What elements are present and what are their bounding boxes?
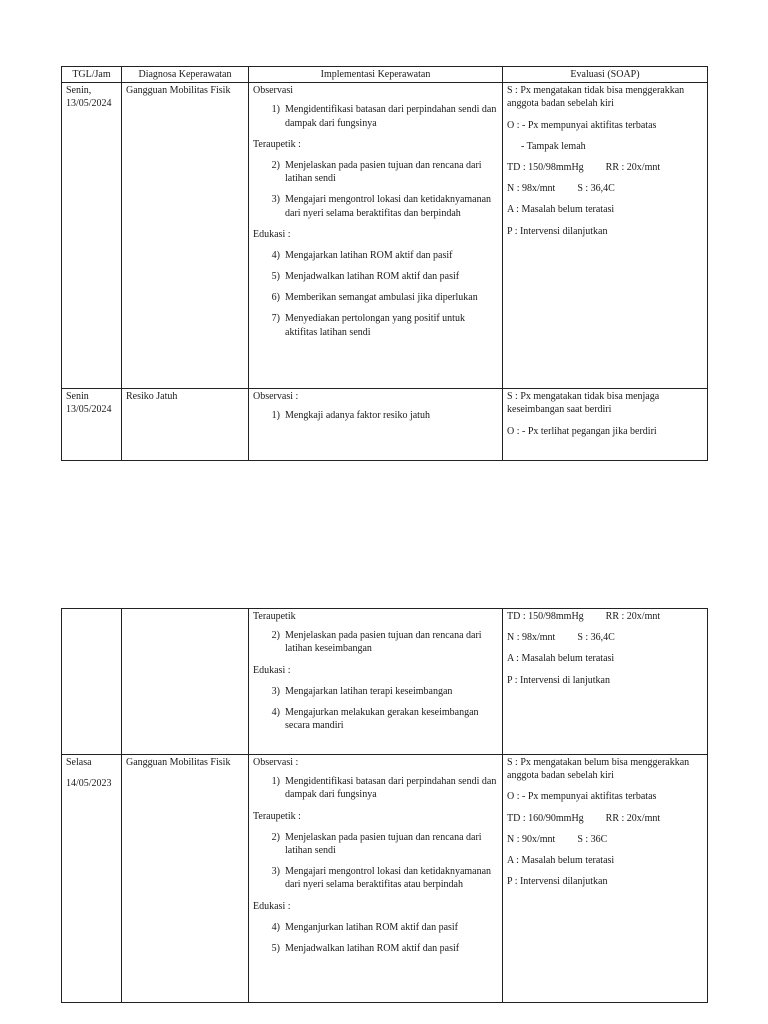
item-list	[253, 775, 498, 801]
soap-vitals-2	[507, 631, 703, 644]
list-item	[253, 409, 498, 422]
pulse: N : 90x/mnt	[507, 833, 556, 845]
diagnosis-cell	[122, 609, 249, 755]
date-value: 13/05/2024	[66, 98, 112, 110]
blood-pressure: TD : 160/90mmHg	[507, 812, 584, 824]
item-number: 7)	[271, 313, 280, 325]
item-text: Mengajari mengontrol lokasi dan ketidaknyamanan dari nyeri selama beraktifitas atau berpindah	[285, 866, 492, 891]
item-number: 4)	[271, 706, 280, 718]
soap-vitals-1	[507, 610, 703, 623]
section-heading: Edukasi :	[253, 900, 291, 912]
implementation-cell	[249, 755, 503, 1003]
list-item	[253, 775, 498, 801]
nursing-table-page2	[61, 608, 708, 1003]
soap-vitals-2	[507, 182, 703, 195]
item-list	[253, 249, 498, 339]
blood-pressure: TD : 150/98mmHg	[507, 611, 584, 622]
table-row	[62, 755, 708, 1003]
section-heading: Observasi :	[253, 391, 299, 403]
item-number: 2)	[271, 159, 280, 171]
section-heading: Observasi :	[253, 757, 299, 768]
respiration-rate: RR : 20x/mnt	[605, 812, 661, 824]
item-number: 2)	[271, 630, 280, 642]
section-heading: Edukasi :	[253, 664, 291, 676]
implementation-cell	[249, 609, 503, 755]
soap-objective: O : - Px terlihat pegangan jika berdiri	[507, 425, 657, 437]
soap-assessment: A : Masalah belum teratasi	[507, 653, 615, 665]
section-heading: Teraupetik :	[253, 138, 301, 150]
date-value: 13/05/2024	[66, 404, 112, 416]
item-number: 3)	[271, 685, 280, 697]
item-text: Mengkaji adanya faktor resiko jatuh	[285, 410, 430, 422]
list-item	[253, 270, 498, 283]
table-row	[62, 83, 708, 389]
soap-subjective: S : Px mengatakan tidak bisa menggerakkan anggota badan sebelah kiri	[507, 85, 685, 110]
evaluation-cell	[503, 755, 708, 1003]
list-item	[253, 291, 498, 304]
section-heading: Observasi	[253, 85, 293, 97]
item-number: 3)	[271, 866, 280, 878]
soap-assessment: A : Masalah belum teratasi	[507, 204, 615, 216]
item-list	[253, 921, 498, 955]
item-number: 1)	[271, 104, 280, 116]
list-item	[253, 921, 498, 934]
item-number: 3)	[271, 194, 280, 206]
day-label: Selasa	[66, 757, 92, 768]
pulse: N : 98x/mnt	[507, 183, 556, 195]
nursing-table-page1	[61, 66, 708, 461]
item-text: Mengajarkan latihan terapi keseimbangan	[285, 685, 453, 697]
implementation-cell	[249, 83, 503, 389]
soap-vitals-2	[507, 833, 703, 846]
diagnosis-cell: Gangguan Mobilitas Fisik	[122, 755, 249, 1003]
soap-subjective: S : Px mengatakan belum bisa menggerakkan anggota badan sebelah kiri	[507, 757, 690, 782]
section-heading: Teraupetik	[253, 611, 296, 622]
item-text: Menjelaskan pada pasien tujuan dan rencana dari latihan sendi	[285, 831, 482, 856]
temperature: S : 36,4C	[577, 183, 615, 195]
item-text: Mengajarkan latihan ROM aktif dan pasif	[285, 249, 453, 261]
soap-objective-2: - Tampak lemah	[521, 140, 586, 152]
list-item	[253, 103, 498, 129]
date-cell	[62, 389, 122, 461]
soap-objective: O : - Px mempunyai aktifitas terbatas	[507, 119, 657, 131]
item-text: Menjelaskan pada pasien tujuan dan rencana dari latihan sendi	[285, 159, 482, 185]
list-item	[253, 831, 498, 857]
list-item	[253, 193, 498, 219]
header-evaluation: Evaluasi (SOAP)	[503, 67, 708, 83]
item-number: 5)	[271, 942, 280, 954]
list-item	[253, 706, 498, 732]
item-text: Menjadwalkan latihan ROM aktif dan pasif	[285, 942, 460, 954]
implementation-cell	[249, 389, 503, 461]
item-number: 5)	[271, 271, 280, 283]
section-heading: Edukasi :	[253, 228, 291, 240]
soap-plan: P : Intervensi di lanjutkan	[507, 674, 610, 686]
header-diagnosis: Diagnosa Keperawatan	[122, 67, 249, 83]
diagnosis-cell: Gangguan Mobilitas Fisik	[122, 83, 249, 389]
section-heading: Teraupetik :	[253, 810, 301, 822]
list-item	[253, 685, 498, 698]
diagnosis-cell: Resiko Jatuh	[122, 389, 249, 461]
list-item	[253, 629, 498, 655]
soap-vitals-1	[507, 812, 703, 825]
item-text: Menjelaskan pada pasien tujuan dan rencana dari latihan keseimbangan	[285, 630, 482, 655]
day-label: Senin,	[66, 85, 92, 97]
list-item	[253, 865, 498, 891]
evaluation-cell	[503, 609, 708, 755]
temperature: S : 36,4C	[577, 632, 615, 644]
item-number: 4)	[271, 249, 280, 261]
item-text: Memberikan semangat ambulasi jika diperlukan	[285, 292, 478, 304]
item-text: Mengidentifikasi batasan dari perpindahan sendi dan dampak dari fungsinya	[285, 104, 497, 129]
header-implementation: Implementasi Keperawatan	[249, 67, 503, 83]
evaluation-cell	[503, 389, 708, 461]
evaluation-cell	[503, 83, 708, 389]
soap-assessment: A : Masalah belum teratasi	[507, 854, 615, 866]
item-list	[253, 159, 498, 220]
table-row	[62, 609, 708, 755]
date-cell	[62, 83, 122, 389]
date-cell	[62, 755, 122, 1003]
list-item	[253, 249, 498, 262]
item-list	[253, 629, 498, 655]
soap-objective: O : - Px mempunyai aktifitas terbatas	[507, 791, 657, 803]
item-text: Menganjurkan latihan ROM aktif dan pasif	[285, 921, 459, 933]
item-list	[253, 103, 498, 129]
item-text: Mengajurkan melakukan gerakan keseimbangan secara mandiri	[285, 706, 479, 732]
table-row	[62, 389, 708, 461]
header-date: TGL/Jam	[62, 67, 122, 83]
soap-vitals-1	[507, 161, 703, 174]
respiration-rate: RR : 20x/mnt	[605, 161, 661, 173]
item-number: 6)	[271, 292, 280, 304]
date-value: 14/05/2023	[66, 778, 112, 790]
soap-subjective: S : Px mengatakan tidak bisa menjaga keseimbangan saat berdiri	[507, 391, 660, 416]
pulse: N : 98x/mnt	[507, 632, 556, 644]
item-text: Menjadwalkan latihan ROM aktif dan pasif	[285, 271, 460, 283]
item-text: Mengidentifikasi batasan dari perpindahan sendi dan dampak dari fungsinya	[285, 776, 497, 801]
list-item	[253, 159, 498, 185]
day-label: Senin	[66, 391, 89, 403]
soap-plan: P : Intervensi dilanjutkan	[507, 876, 608, 888]
item-number: 4)	[271, 921, 280, 933]
list-item	[253, 312, 498, 338]
item-list	[253, 685, 498, 733]
item-text: Menyediakan pertolongan yang positif untuk aktifitas latihan sendi	[285, 313, 465, 338]
temperature: S : 36C	[577, 833, 608, 845]
item-list	[253, 409, 498, 422]
soap-plan: P : Intervensi dilanjutkan	[507, 225, 608, 237]
item-list	[253, 831, 498, 892]
item-text: Mengajari mengontrol lokasi dan ketidaknyamanan dari nyeri selama beraktifitas dan berpindah	[285, 194, 492, 219]
item-number: 1)	[271, 776, 280, 788]
blood-pressure: TD : 150/98mmHg	[507, 161, 584, 173]
list-item	[253, 942, 498, 955]
item-number: 2)	[271, 831, 280, 843]
table-header-row	[62, 67, 708, 83]
respiration-rate: RR : 20x/mnt	[605, 611, 661, 622]
date-cell	[62, 609, 122, 755]
item-number: 1)	[271, 410, 280, 422]
